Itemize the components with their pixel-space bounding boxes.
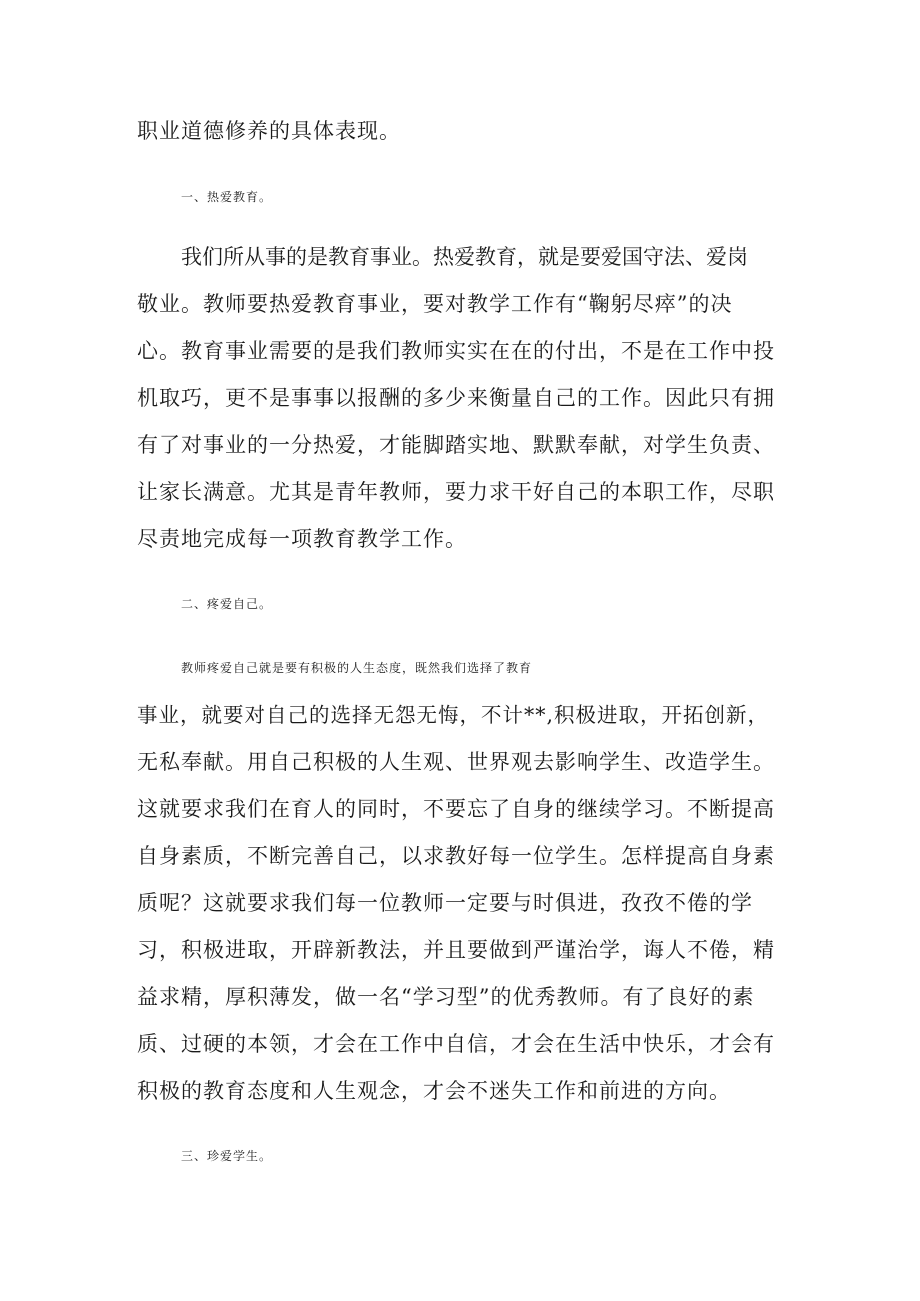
text-line: 积极的教育态度和人生观念，才会不迷失工作和前进的方向。 (137, 1079, 731, 1103)
text-line: 敬业。教师要热爱教育事业，要对教学工作有“鞠躬尽瘁”的决 (137, 292, 733, 316)
text-line: 这就要求我们在育人的同时，不要忘了自身的继续学习。不断提高 (137, 797, 775, 821)
text-line: 习，积极进取，开辟新教法，并且要做到严谨治学，诲人不倦，精 (137, 938, 775, 962)
text-line: 质呢？这就要求我们每一位教师一定要与时俱进，孜孜不倦的学 (137, 891, 753, 915)
text-line-content: 我们所从事的是教育事业。热爱教育，就是要爱国守法、爱岗 (181, 245, 748, 269)
text-line: 质、过硬的本领，才会在工作中自信，才会在生活中快乐，才会有 (137, 1032, 775, 1056)
text-line: 尽责地完成每一项教育教学工作。 (137, 527, 467, 551)
text-line: 职业道德修养的具体表现。 (137, 119, 401, 143)
text-line (181, 243, 777, 271)
text-line: 事业，就要对自己的选择无怨无悔，不计**,积极进取，开拓创新， (137, 703, 770, 727)
section-heading-2: 二、疼爱自己。 (181, 597, 273, 611)
text-line: 让家长满意。尤其是青年教师，要力求干好自己的本职工作，尽职 (137, 480, 775, 504)
text-line: 自身素质，不断完善自己，以求教好每一位学生。怎样提高自身素 (137, 844, 775, 868)
text-line: 无私奉献。用自己积极的人生观、世界观去影响学生、改造学生。 (137, 750, 775, 774)
text-line: 益求精，厚积薄发，做一名“学习型”的优秀教师。有了良好的素 (137, 985, 755, 1009)
section-heading-3: 三、珍爱学生。 (181, 1149, 273, 1163)
text-line: 心。教育事业需要的是我们教师实实在在的付出，不是在工作中投 (137, 339, 775, 363)
text-line: 机取巧，更不是事事以报酬的多少来衡量自己的工作。因此只有拥 (137, 386, 775, 410)
text-line: 教师疼爱自己就是要有积极的人生态度，既然我们选择了教育 (181, 661, 533, 675)
section-heading-1: 一、热爱教育。 (181, 190, 273, 204)
text-line: 有了对事业的一分热爱，才能脚踏实地、默默奉献，对学生负责、 (137, 433, 775, 457)
